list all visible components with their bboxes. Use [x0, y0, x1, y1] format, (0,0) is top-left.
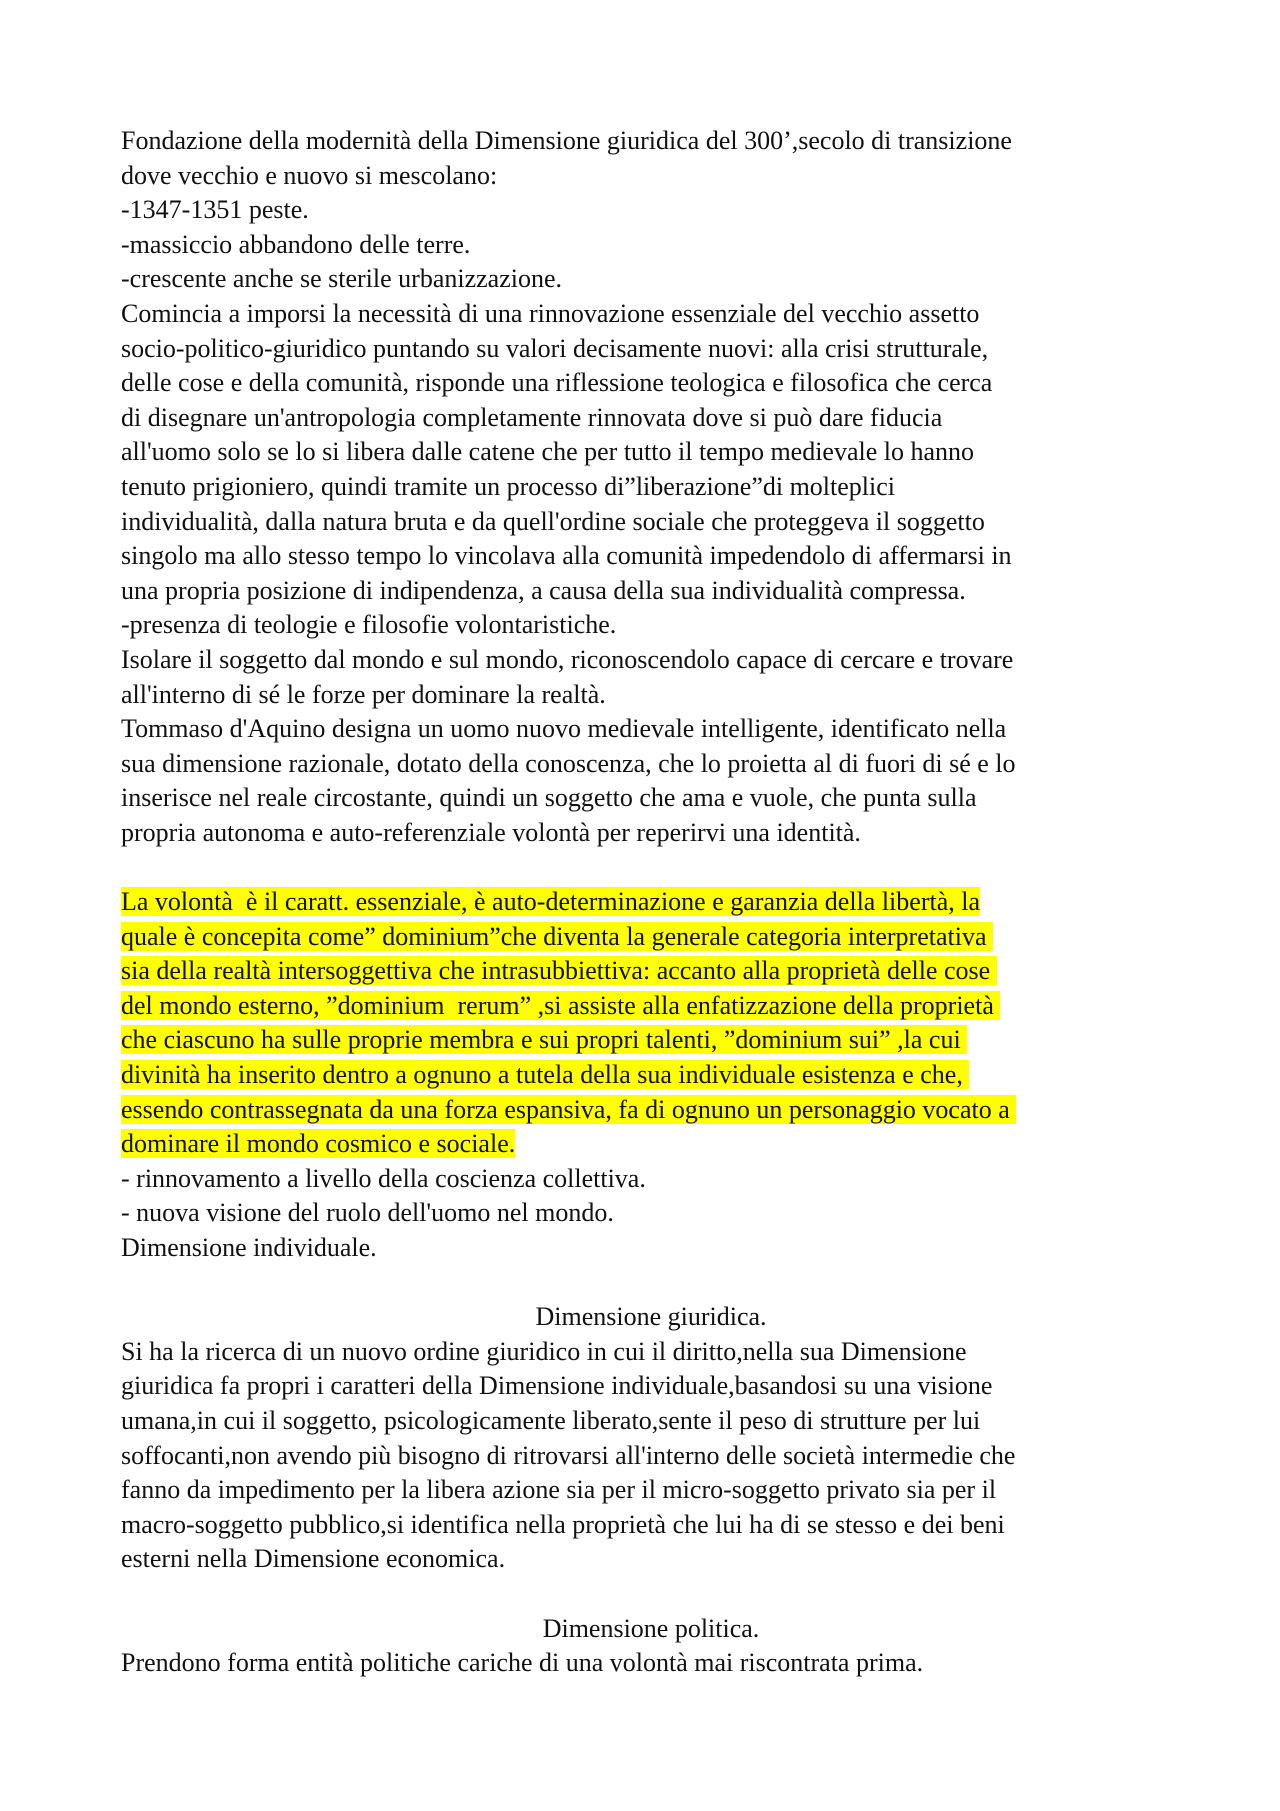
- highlighted-line: [121, 1023, 1181, 1058]
- text-line: sua dimensione razionale, dotato della conoscenza, che lo proietta al di fuori di sé e lo: [121, 748, 1016, 778]
- highlight-mark: divinità ha inserito dentro a ognuno a tutela della sua individuale esistenza e che,: [121, 1060, 970, 1090]
- giuridica-section: [121, 1335, 1181, 1577]
- text-line: socio-politico-giuridico puntando su valori decisamente nuovi: alla crisi strutturale,: [121, 333, 989, 363]
- text-line: Si ha la ricerca di un nuovo ordine giuridico in cui il diritto,nella sua Dimensione: [121, 1336, 967, 1366]
- section-heading-politica: Dimensione politica.: [542, 1613, 760, 1643]
- highlighted-line: [121, 920, 1181, 955]
- list-item: -crescente anche se sterile urbanizzazione.: [121, 264, 563, 294]
- text-line: propria autonoma e auto-referenziale volontà per reperirvi una identità.: [121, 817, 861, 847]
- highlighted-line: [121, 885, 1181, 920]
- section-heading-giuridica: Dimensione giuridica.: [535, 1302, 767, 1332]
- text-line: fanno da impedimento per la libera azione sia per il micro-soggetto privato sia per il: [121, 1475, 997, 1505]
- text-line: Fondazione della modernità della Dimensione giuridica del 300’,secolo di transizione: [121, 126, 1012, 155]
- list-item: - nuova visione del ruolo dell'uomo nel mondo.: [121, 1198, 614, 1228]
- document-body: [121, 124, 1181, 1681]
- text-line: inserisce nel reale circostante, quindi un soggetto che ama e vuole, che punta sulla: [121, 783, 977, 813]
- blank-line: [121, 1266, 1181, 1301]
- intro-section: [121, 124, 1181, 850]
- text-line: soffocanti,non avendo più bisogno di ritrovarsi all'interno delle società intermedie che: [121, 1440, 1016, 1470]
- highlighted-line: [121, 989, 1181, 1024]
- list-item: - rinnovamento a livello della coscienza collettiva.: [121, 1163, 646, 1193]
- after-highlight-section: [121, 1162, 1181, 1266]
- list-item: -1347-1351 peste.: [121, 195, 309, 225]
- list-item: -presenza di teologie e filosofie volontaristiche.: [121, 610, 617, 640]
- text-line: singolo ma allo stesso tempo lo vincolava alla comunità impedendolo di affermarsi in: [121, 541, 1012, 571]
- highlighted-line: [121, 1127, 1181, 1162]
- text-line: dove vecchio e nuovo si mescolano:: [121, 160, 498, 190]
- highlighted-line: [121, 954, 1181, 989]
- text-line: esterni nella Dimensione economica.: [121, 1544, 506, 1574]
- text-line: Tommaso d'Aquino designa un uomo nuovo medievale intelligente, identificato nella: [121, 714, 1007, 744]
- text-line: delle cose e della comunità, risponde una riflessione teologica e filosofica che cerca: [121, 368, 993, 398]
- highlighted-line: [121, 1093, 1181, 1128]
- text-line: Isolare il soggetto dal mondo e sul mondo, riconoscendolo capace di cercare e trovare: [121, 644, 1014, 674]
- politica-section: [121, 1646, 1181, 1681]
- blank-line: [121, 1577, 1181, 1612]
- text-line: giuridica fa propri i caratteri della Dimensione individuale,basandosi su una visione: [121, 1371, 993, 1401]
- text-line: macro-soggetto pubblico,si identifica nella proprietà che lui ha di se stesso e dei beni: [121, 1509, 1005, 1539]
- text-line: una propria posizione di indipendenza, a causa della sua individualità compressa.: [121, 575, 966, 605]
- highlight-mark: La volontà è il caratt. essenziale, è auto-determinazione e garanzia della libertà, la: [121, 887, 981, 917]
- text-line: individualità, dalla natura bruta e da quell'ordine sociale che proteggeva il soggetto: [121, 506, 985, 536]
- text-line: Comincia a imporsi la necessità di una rinnovazione essenziale del vecchio assetto: [121, 298, 980, 328]
- list-item: -massiccio abbandono delle terre.: [121, 229, 471, 259]
- text-line: Dimensione individuale.: [121, 1233, 377, 1262]
- highlighted-section: [121, 885, 1181, 1162]
- highlight-mark: sia della realtà intersoggettiva che intrasubbiettiva: accanto alla proprietà delle cose: [121, 956, 997, 986]
- blank-line: [121, 850, 1181, 885]
- text-line: all'uomo solo se lo si libera dalle catene che per tutto il tempo medievale lo hanno: [121, 437, 975, 467]
- highlight-mark: del mondo esterno, ”dominium rerum” ,si assiste alla enfatizzazione della proprietà: [121, 990, 1001, 1020]
- text-line: Prendono forma entità politiche cariche di una volontà mai riscontrata prima.: [121, 1648, 924, 1678]
- highlight-mark: quale è concepita come” dominium”che diventa la generale categoria interpretativa: [121, 921, 994, 951]
- text-line: di disegnare un'antropologia completamente rinnovata dove si può dare fiducia: [121, 402, 943, 432]
- highlighted-line: [121, 1058, 1181, 1093]
- highlight-mark: dominare il mondo cosmico e sociale.: [121, 1129, 516, 1159]
- text-line: all'interno di sé le forze per dominare la realtà.: [121, 679, 606, 709]
- highlight-mark: che ciascuno ha sulle proprie membra e sui propri talenti, ”dominium sui” ,la cui: [121, 1025, 968, 1055]
- text-line: tenuto prigioniero, quindi tramite un processo di”liberazione”di molteplici: [121, 471, 896, 501]
- text-line: umana,in cui il soggetto, psicologicamente liberato,sente il peso di strutture per lui: [121, 1405, 981, 1435]
- highlight-mark: essendo contrassegnata da una forza espansiva, fa di ognuno un personaggio vocato a: [121, 1094, 1017, 1124]
